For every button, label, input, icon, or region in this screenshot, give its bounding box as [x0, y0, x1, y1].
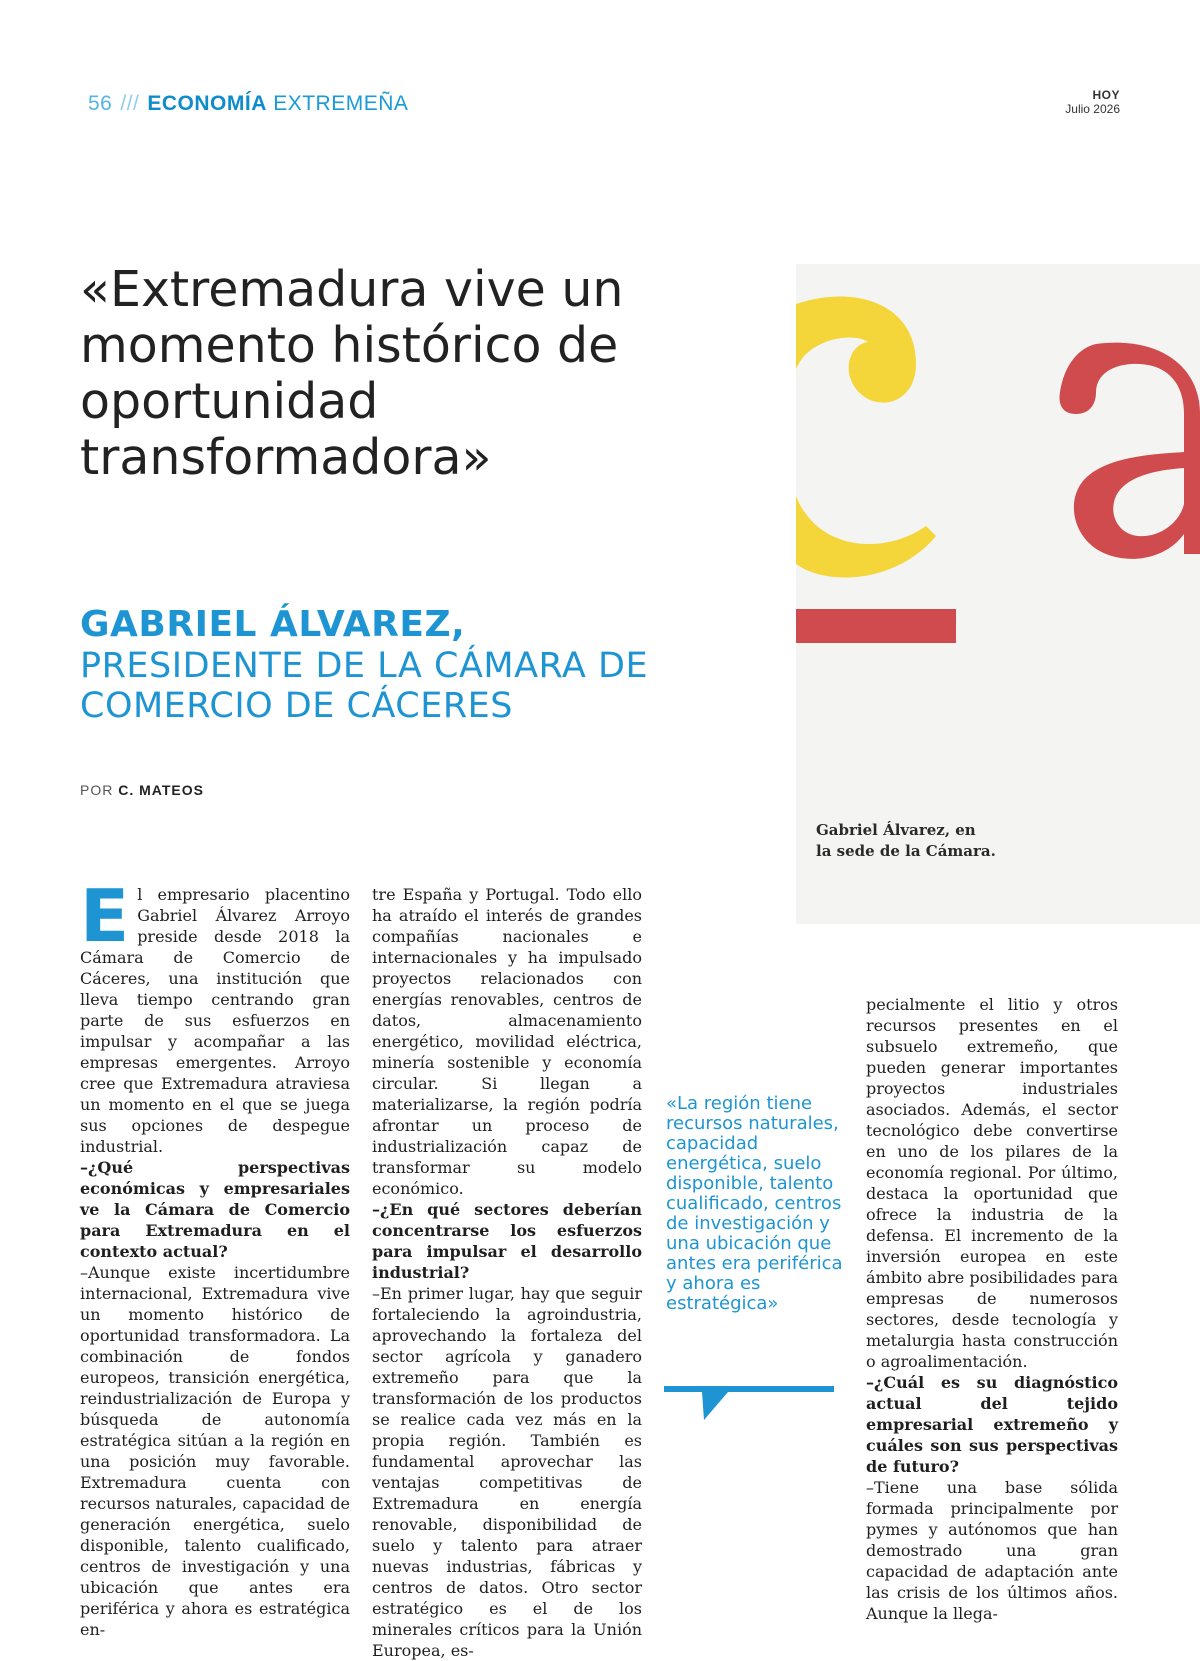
- headline: «Extremadura vive un momento histórico de oportunidad transformadora»: [80, 261, 624, 486]
- pull-quote: «La región tiene recursos naturales, capacidad energética, suelo disponible, talento cualificado, centros de investigación y una ubicación que antes era periférica y ahora es estratégica»: [666, 1093, 843, 1314]
- publication-info: [1065, 88, 1120, 116]
- drop-cap: E: [80, 874, 130, 958]
- pull-quote-speech-tail: [664, 1386, 834, 1426]
- question-2: –¿En qué sectores deberían concentrarse los esfuerzos para impulsar el desarrollo industrial?: [372, 1200, 642, 1282]
- publication-brand: HOY: [1092, 88, 1120, 102]
- section-name-bold: ECONOMÍA: [147, 92, 267, 115]
- page-number: 56: [88, 92, 113, 115]
- answer-2-part-2: pecialmente el litio y otros recursos presentes en el subsuelo extremeño, que pueden generar importantes proyectos industriales asociados. Además, el sector tecnológico debe convertirse en uno de los pilares de la economía regional. Por último, destaca la oportunidad que ofrece la industria de la defensa. El incremento de la inversión europea en este ámbito abre posibilidades para empresas de numerosos sectores, desde tecnología y metalurgia hasta construcción o agroalimentación.: [866, 995, 1118, 1371]
- answer-1-part-1: –Aunque existe incertidumbre internacional, Extremadura vive un momento histórico de oportunidad transformadora. La combinación de fondos europeos, transición energética, reindustrialización de Europa y búsqueda de autonomía estratégica sitúan a la región en una posición muy favorable. Extremadura cuenta con recursos naturales, capacidad de generación energética, suelo disponible, talento cualificado, centros de investigación y una ubicación que antes era periférica y ahora es estratégica en-: [80, 1263, 350, 1639]
- answer-2-part-1: –En primer lugar, hay que seguir fortaleciendo la agroindustria, aprovechando la fortaleza del sector agrícola y ganadero extremeño para que la transformación de los productos se realice cada vez más en la propia región. También es fundamental aprovechar las ventajas competitivas de Extremadura en energía renovable, disponibilidad de suelo y talento para atraer nuevas industrias, fábricas y centros de datos. Otro sector estratégico es el de los minerales críticos para la Unión Europea, es-: [372, 1284, 642, 1660]
- question-1: –¿Qué perspectivas económicas y empresariales ve la Cámara de Comercio para Extremadura en el contexto actual?: [80, 1158, 350, 1261]
- header-separator: ///: [120, 92, 140, 115]
- byline-prefix: POR: [80, 782, 114, 798]
- intro-paragraph: l empresario placentino Gabriel Álvarez Arroyo preside desde 2018 la Cámara de Comercio de Cáceres, una institución que lleva tiempo centrando gran parte de sus esfuerzos en impulsar y acompañar a las empresas emergentes. Arroyo cree que Extremadura atraviesa un momento en el que se juega sus opciones de despegue industrial.: [80, 885, 350, 1156]
- answer-1-part-2: tre España y Portugal. Todo ello ha atraído el interés de grandes compañías nacionales e internacionales y ha impulsado proyectos relacionados con energías renovables, centros de datos, almacenamiento energético, movilidad eléctrica, minería sostenible y economía circular. Si llegan a materializarse, la región podría afrontar un proceso de industrialización capaz de transformar su modelo económico.: [372, 885, 642, 1198]
- byline: [80, 782, 204, 798]
- article-column-2: [372, 884, 642, 1661]
- answer-3: –Tiene una base sólida formada principalmente por pymes y autónomos que han demostrado una gran capacidad de adaptación ante las crisis de los últimos años. Aunque la llega-: [866, 1478, 1118, 1623]
- section-name-light: EXTREMEÑA: [273, 92, 409, 115]
- subhead: [80, 604, 720, 726]
- byline-author: C. MATEOS: [118, 782, 204, 798]
- publication-date: Julio 2026: [1065, 102, 1120, 116]
- photo-caption: Gabriel Álvarez, en la sede de la Cámara.: [816, 821, 996, 860]
- interviewee-name: GABRIEL ÁLVAREZ,: [80, 604, 466, 645]
- article-column-1: [80, 874, 350, 1640]
- interviewee-role: PRESIDENTE DE LA CÁMARA DE COMERCIO DE CÁCERES: [80, 646, 649, 726]
- article-column-3: [866, 994, 1118, 1624]
- question-3: –¿Cuál es su diagnóstico actual del tejido empresarial extremeño y cuáles son sus perspectivas de futuro?: [866, 1373, 1118, 1476]
- section-header: [88, 92, 408, 116]
- article-photo: [796, 264, 1200, 924]
